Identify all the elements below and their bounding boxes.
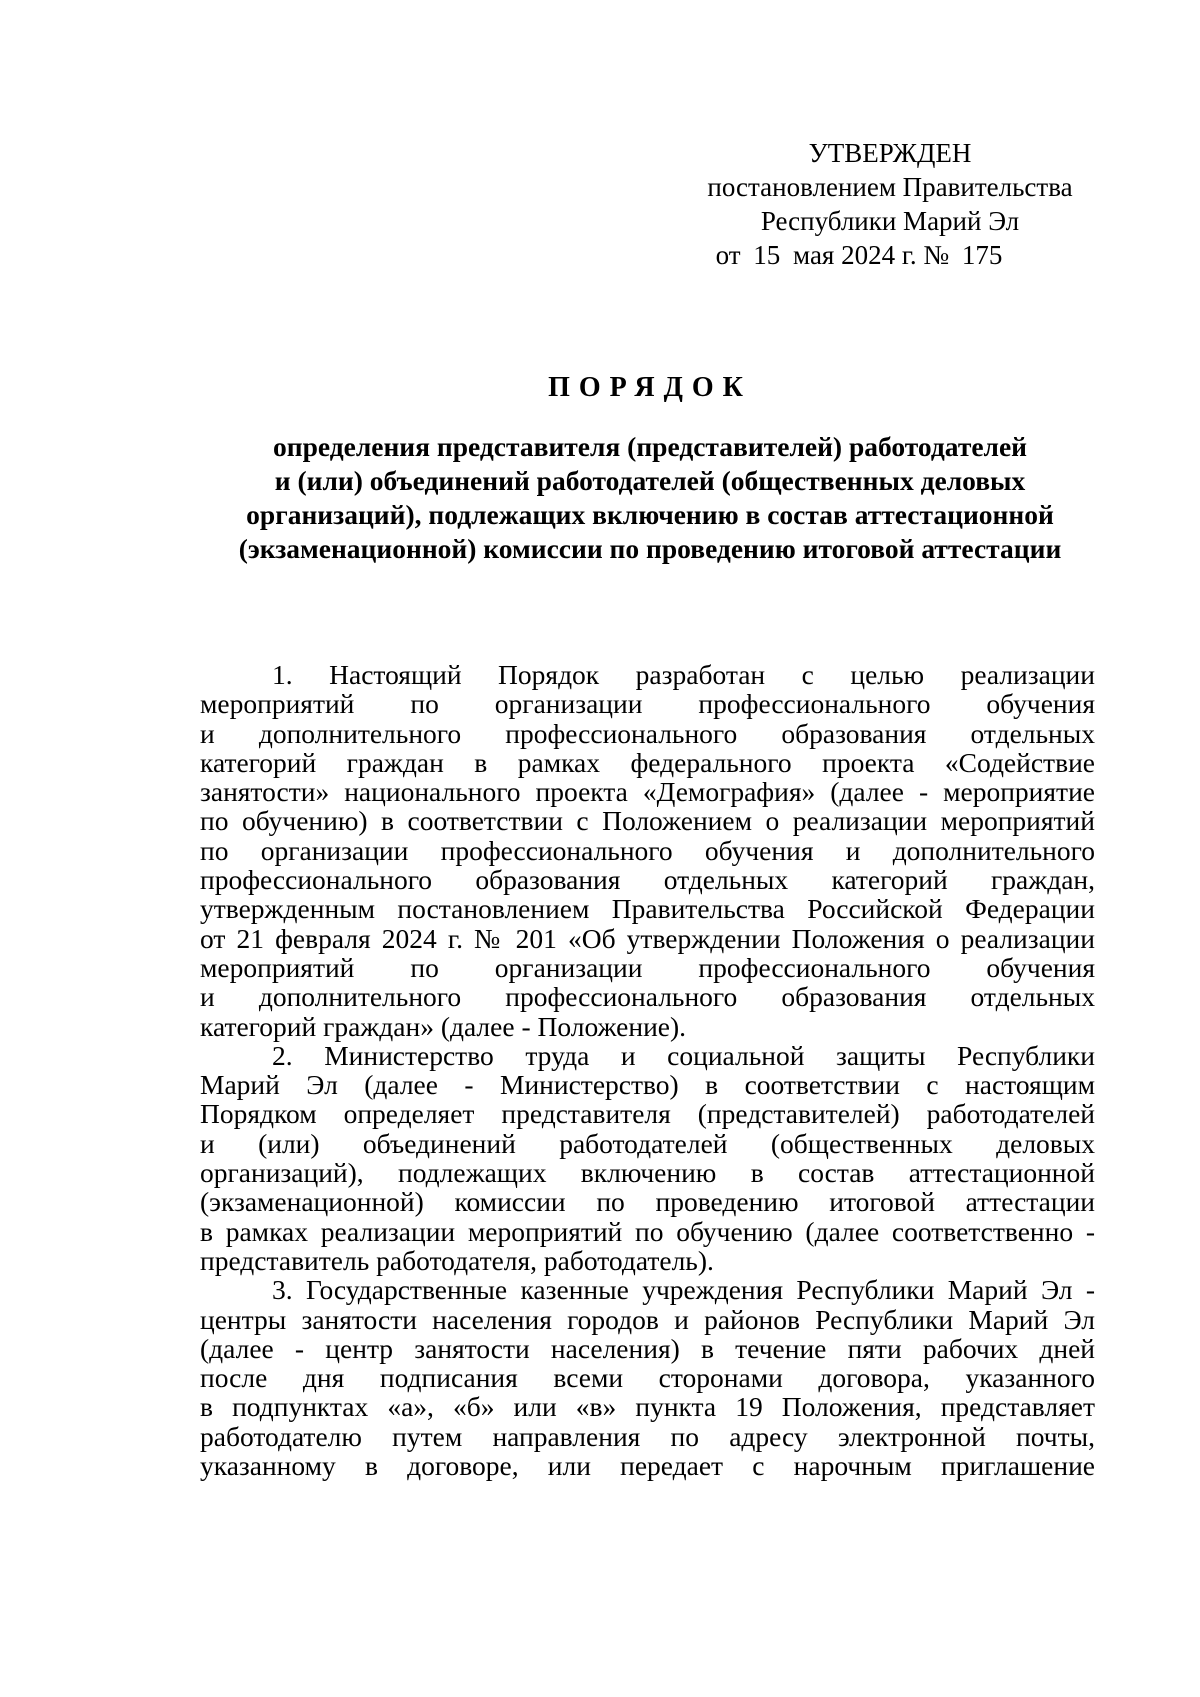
paragraph-line: утвержденным постановлением Правительства Российской Федерации <box>200 893 1095 925</box>
paragraph-line: Марий Эл (далее - Министерство) в соответствии с настоящим <box>200 1069 1095 1101</box>
paragraph-line: 1. Настоящий Порядок разработан с целью реализации <box>272 659 1095 690</box>
approval-stamp <box>690 136 1090 272</box>
paragraph-line: занятости» национального проекта «Демография» (далее - мероприятие <box>200 776 1095 808</box>
paragraph-line: в подпунктах «а», «б» или «в» пункта 19 Положения, представляет <box>200 1391 1095 1423</box>
paragraph-line: и (или) объединений работодателей (общественных деловых <box>200 1127 1095 1159</box>
approval-line-2: Республики Марий Эл <box>760 206 1020 236</box>
paragraph-line: по организации профессионального обучения и дополнительного <box>200 834 1095 866</box>
paragraph-line: и дополнительного профессионального образования отдельных <box>200 981 1095 1013</box>
approval-line-1: постановлением Правительства <box>707 172 1073 202</box>
approval-date-number: 175 <box>961 240 1003 270</box>
paragraph-1 <box>200 660 1095 1041</box>
paragraph-line: от 21 февраля 2024 г. № 201 «Об утверждении Положения о реализации <box>200 922 1095 954</box>
document-subtitle <box>200 430 1100 566</box>
paragraph-line: мероприятий по организации профессионального обучения <box>200 688 1095 720</box>
paragraph-2 <box>200 1041 1095 1275</box>
paragraph-line: (экзаменационной) комиссии по проведению итоговой аттестации <box>200 1186 1095 1218</box>
paragraph-line: организаций), подлежащих включению в состав аттестационной <box>200 1157 1095 1189</box>
approval-date-prefix: от <box>715 240 741 270</box>
paragraph-3 <box>200 1275 1095 1480</box>
subtitle-line: определения представителя (представителей) работодателей <box>272 431 1028 462</box>
paragraph-line: профессионального образования отдельных категорий граждан, <box>200 864 1095 896</box>
paragraph-line: после дня подписания всеми сторонами договора, указанного <box>200 1362 1095 1394</box>
approval-date-middle: мая 2024 г. № <box>793 240 950 270</box>
paragraph-line: и дополнительного профессионального образования отдельных <box>200 717 1095 749</box>
subtitle-line: организаций), подлежащих включению в состав аттестационной <box>246 499 1054 530</box>
paragraph-line: 3. Государственные казенные учреждения Республики Марий Эл - <box>272 1274 1095 1306</box>
subtitle-line: и (или) объединений работодателей (общественных деловых <box>274 465 1026 496</box>
approval-title: УТВЕРЖДЕН <box>808 138 972 168</box>
paragraph-line: центры занятости населения городов и районов Республики Марий Эл <box>200 1303 1095 1335</box>
paragraph-line: категорий граждан в рамках федерального проекта «Содействие <box>200 746 1095 778</box>
paragraph-line: представитель работодателя, работодатель). <box>200 1244 714 1276</box>
paragraph-line: в рамках реализации мероприятий по обучению (далее соответственно - <box>200 1215 1095 1247</box>
document-body <box>200 660 1095 1480</box>
paragraph-line: указанному в договоре, или передает с нарочным приглашение <box>200 1450 1095 1482</box>
paragraph-line: по обучению) в соответствии с Положением о реализации мероприятий <box>200 805 1095 837</box>
document-title: ПОРЯДОК <box>548 372 752 403</box>
paragraph-line: мероприятий по организации профессионального обучения <box>200 951 1095 983</box>
subtitle-line: (экзаменационной) комиссии по проведению итоговой аттестации <box>238 533 1062 564</box>
approval-date-day: 15 <box>753 240 781 270</box>
paragraph-line: Порядком определяет представителя (представителей) работодателей <box>200 1098 1095 1130</box>
paragraph-line: (далее - центр занятости населения) в течение пяти рабочих дней <box>200 1332 1095 1364</box>
paragraph-line: работодателю путем направления по адресу электронной почты, <box>200 1420 1095 1452</box>
approval-date-line <box>634 238 1090 272</box>
paragraph-line: категорий граждан» (далее - Положение). <box>200 1010 687 1042</box>
paragraph-line: 2. Министерство труда и социальной защиты Республики <box>272 1039 1095 1071</box>
